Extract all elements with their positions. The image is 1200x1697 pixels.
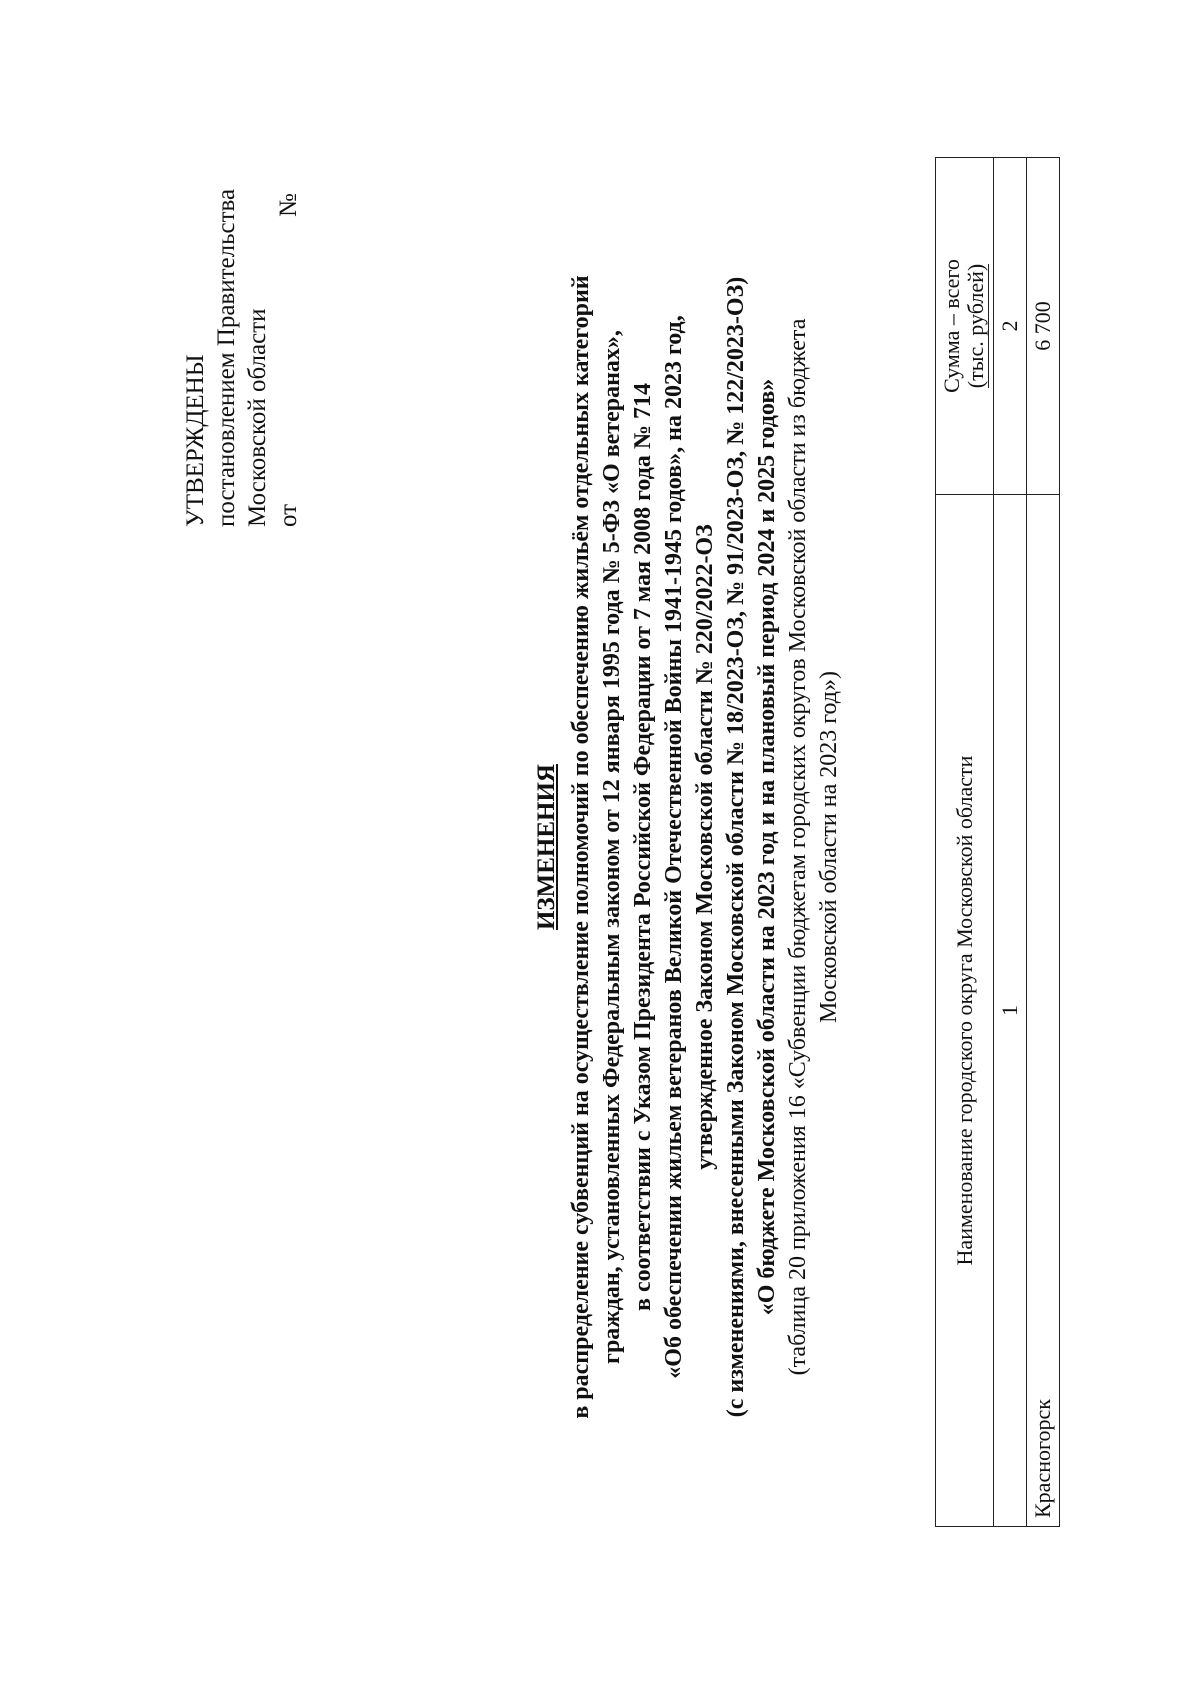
heading-line: «О бюджете Московской области на 2023 год и на плановый период 2024 и 2025 годов» <box>754 378 780 1316</box>
heading-line: (с изменениями, внесенными Законом Московской области № 18/2023-ОЗ, № 91/2023-ОЗ, № 122/2023-ОЗ) <box>723 276 749 1418</box>
approval-title: УТВЕРЖДЕНЫ <box>182 354 209 527</box>
column-number-1: 1 <box>994 495 1027 1527</box>
header-amount-line2: (тыс. рублей) <box>963 263 988 389</box>
header-district-name: Наименование городского округа Московской области <box>936 495 994 1527</box>
approval-stamp <box>180 107 304 527</box>
heading-line: утвержденное Законом Московской области № 220/2022-ОЗ <box>692 524 718 1170</box>
table-header-row <box>936 158 994 1527</box>
approval-number-label: № <box>275 193 302 217</box>
header-amount-line1: Сумма – всего <box>939 259 964 393</box>
table-numbering-row <box>994 158 1027 1527</box>
approval-region: Московской области <box>244 308 271 527</box>
table-row <box>1027 158 1060 1527</box>
column-number-2: 2 <box>994 158 1027 495</box>
subvention-table <box>935 157 1060 1527</box>
district-name-cell: Красногорск <box>1027 495 1060 1527</box>
heading-line: в соответствии с Указом Президента Российской Федерации от 7 мая 2008 года № 714 <box>630 383 656 1311</box>
heading-line: граждан, установленных Федеральным законом от 12 января 1995 года № 5-ФЗ «О ветеранах», <box>599 330 625 1364</box>
heading-note-line: Московской области на 2023 год») <box>816 670 842 1024</box>
heading-line: в распределение субвенций на осуществление полномочий по обеспечению жильём отдельных категорий <box>568 275 594 1419</box>
document-heading <box>530 147 845 1547</box>
header-amount <box>936 158 994 495</box>
heading-line: «Об обеспечении жильем ветеранов Великой Отечественной Войны 1941-1945 годов», на 2023 год, <box>661 315 687 1379</box>
approval-date-number <box>273 107 304 527</box>
page-title: ИЗМЕНЕНИЯ <box>533 764 560 930</box>
amount-cell: 6 700 <box>1027 158 1060 495</box>
approval-authority: постановлением Правительства <box>213 188 240 527</box>
heading-note-line: (таблица 20 приложения 16 «Субвенции бюджетам городских округов Московской области из бюджета <box>785 318 811 1376</box>
approval-date-label: от <box>275 503 302 527</box>
